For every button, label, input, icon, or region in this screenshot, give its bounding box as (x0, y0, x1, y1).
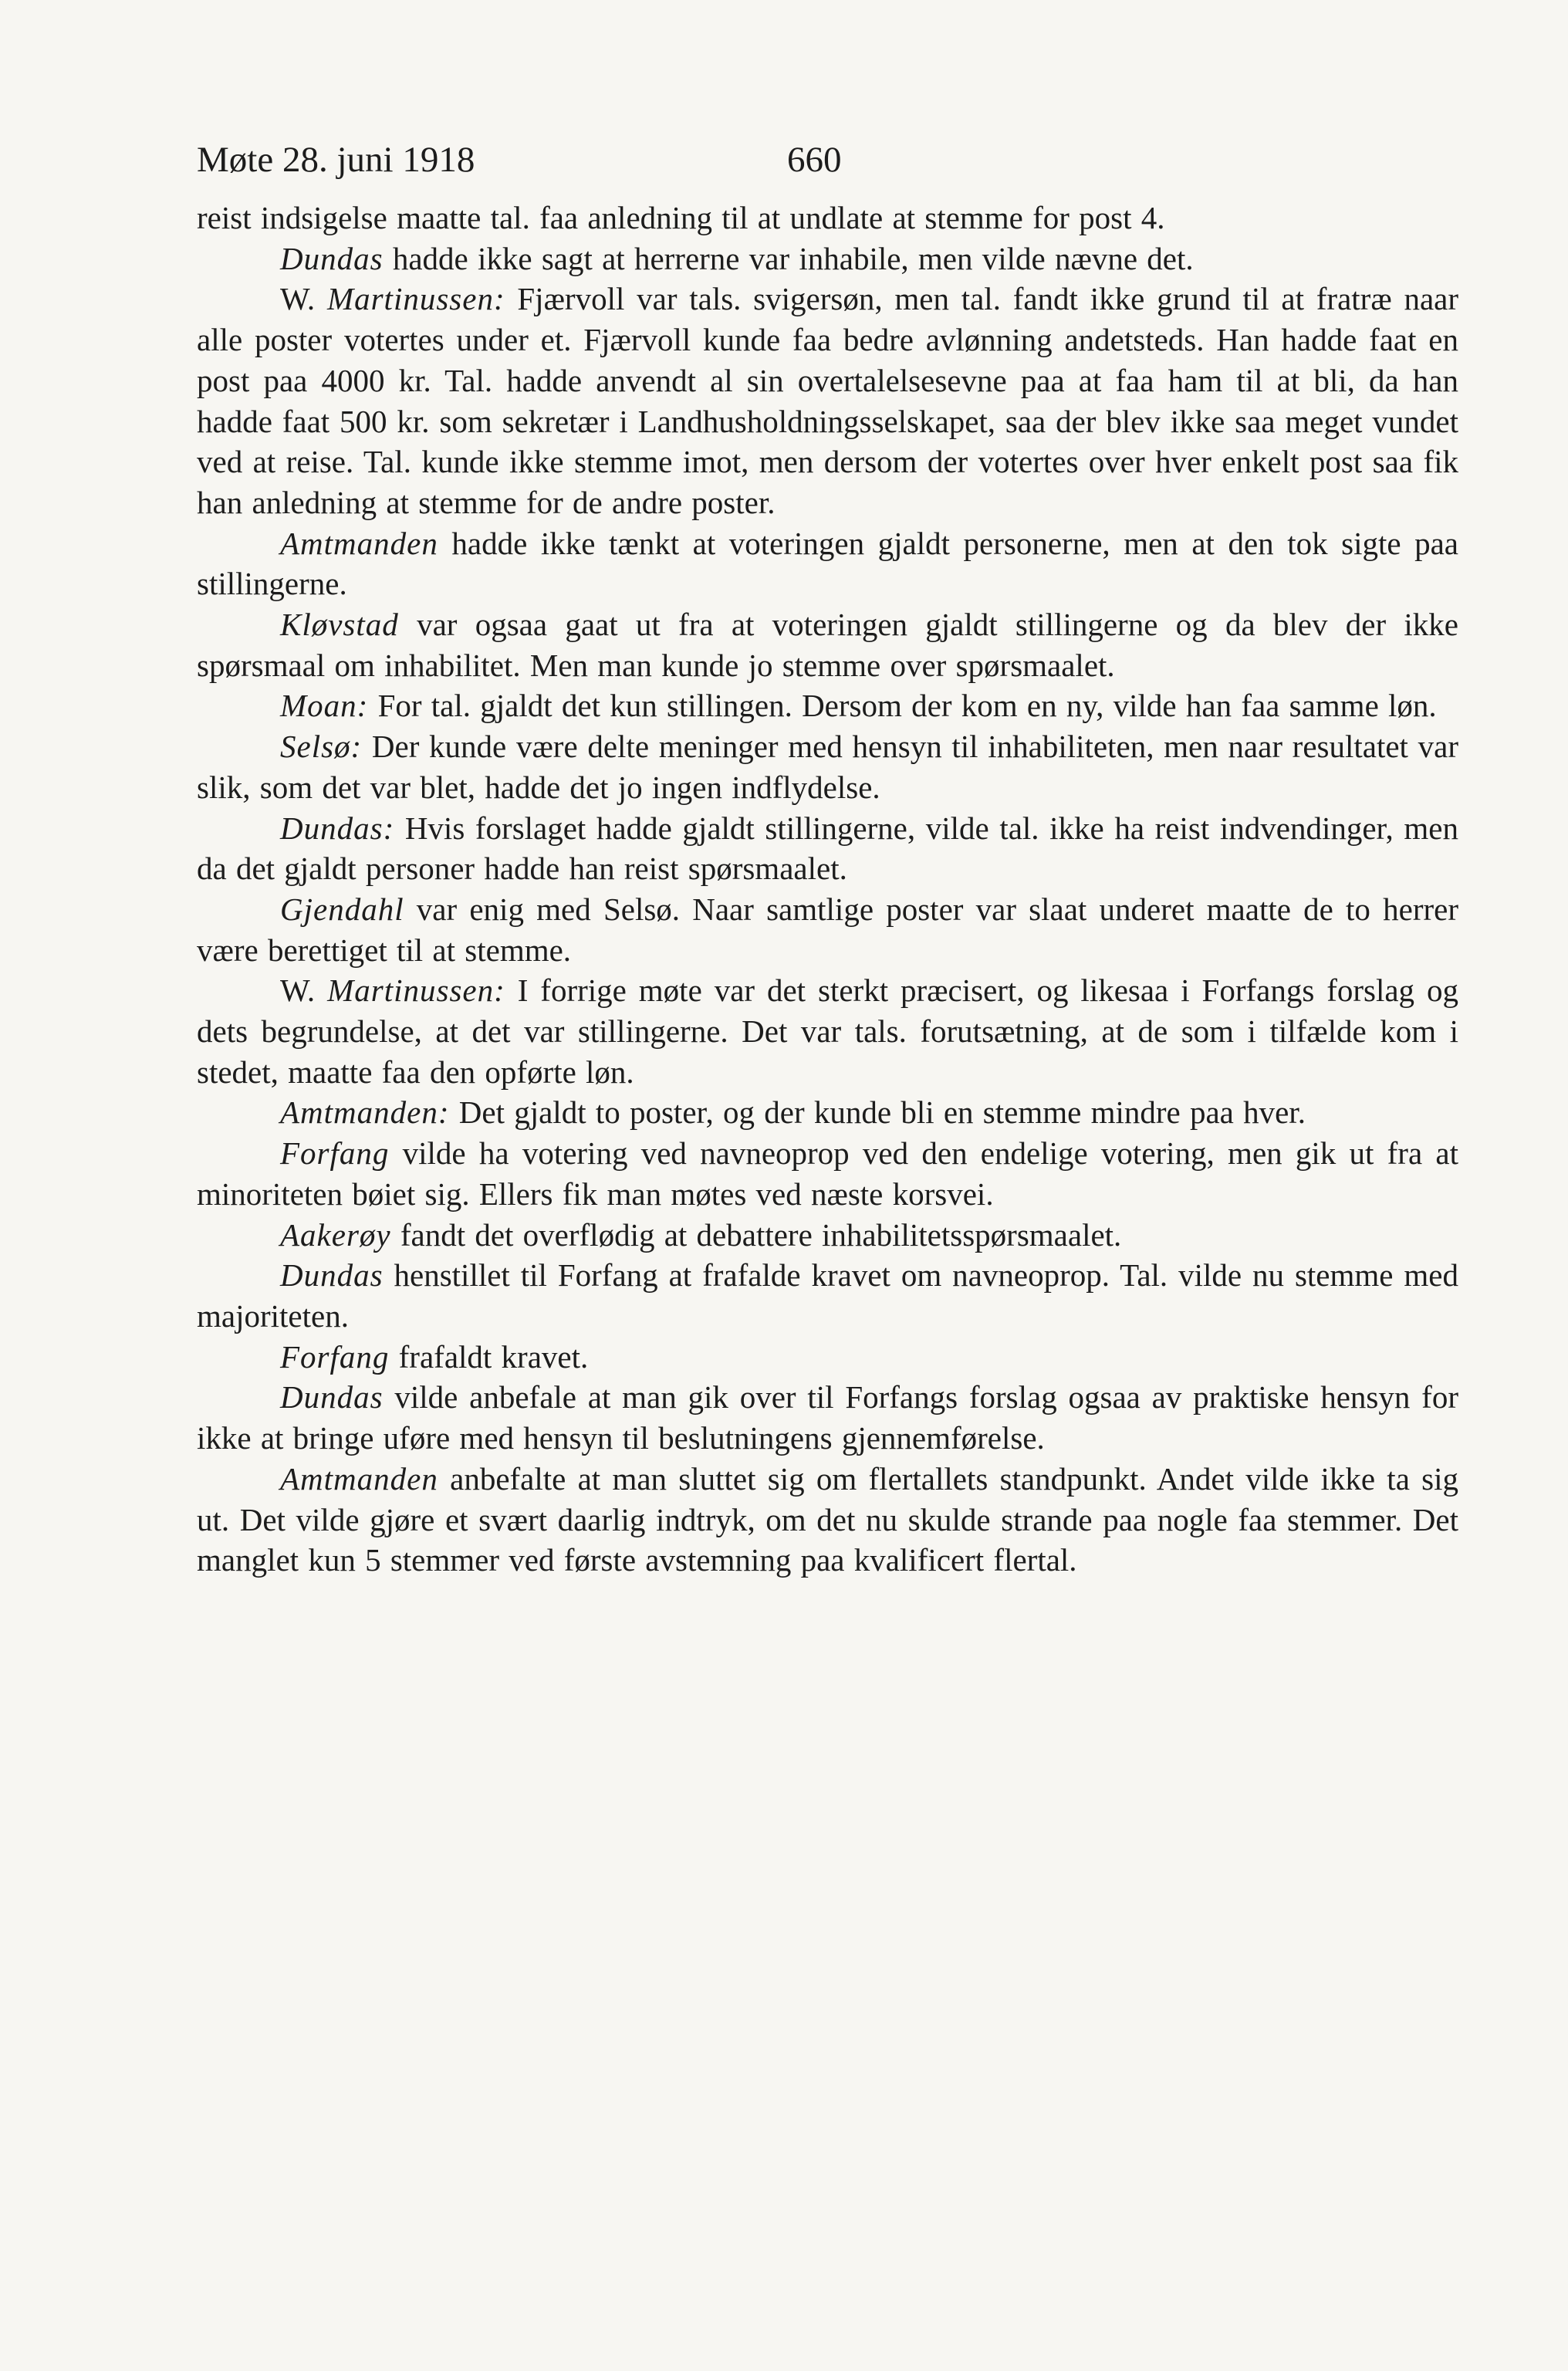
speaker-name: Dundas (280, 1379, 384, 1415)
meeting-date: Møte 28. juni 1918 (197, 140, 475, 180)
paragraph (197, 279, 1458, 523)
speaker-initial: W. (280, 281, 327, 317)
page-number: 660 (787, 140, 842, 180)
speaker-name: Selsø: (280, 729, 363, 765)
paragraph (197, 1377, 1458, 1458)
paragraph-text: Det gjaldt to poster, og der kunde bli en stemme mindre paa hver. (449, 1094, 1306, 1131)
speaker-name: Martinussen: (326, 281, 505, 317)
paragraph-text: reist indsigelse maatte tal. faa anledning til at undlate at stemme for post 4. (197, 200, 1165, 235)
paragraph (197, 198, 1458, 238)
paragraph (197, 238, 1458, 279)
paragraph (197, 1092, 1458, 1133)
minutes-body (197, 198, 1458, 1581)
paragraph (197, 604, 1458, 685)
speaker-name: Aakerøy (280, 1216, 391, 1253)
paragraph-text: For tal. gjaldt det kun stillingen. Dersom der kom en ny, vilde han faa samme løn. (368, 688, 1437, 724)
paragraph (197, 1459, 1458, 1581)
paragraph-text: hadde ikke sagt at herrerne var inhabile, men vilde nævne det. (383, 240, 1194, 276)
paragraph (197, 889, 1458, 970)
paragraph (197, 726, 1458, 807)
paragraph (197, 1337, 1458, 1378)
paragraph (197, 808, 1458, 889)
speaker-name: Forfang (280, 1338, 390, 1375)
paragraph-text: fandt det overflødig at debattere inhabilitetsspørsmaalet. (390, 1216, 1122, 1253)
paragraph (197, 1255, 1458, 1336)
paragraph-text: frafaldt kravet. (389, 1338, 589, 1375)
paragraph-text: var ogsaa gaat ut fra at voteringen gjaldt stillingerne og da blev der ikke spørsmaal om inhabilitet. Men man kunde jo stemme over spørsmaalet. (197, 607, 1458, 683)
paragraph-text: Hvis forslaget hadde gjaldt stillingerne, vilde tal. ikke ha reist indvendinger, men da det gjaldt personer hadde han reist spørsmaalet. (197, 810, 1458, 887)
paragraph-text: vilde ha votering ved navneoprop ved den endelige votering, men gik ut fra at minoriteten bøiet sig. Ellers fik man møtes ved næste korsvei. (197, 1135, 1458, 1212)
paragraph-text: Fjærvoll var tals. svigersøn, men tal. fandt ikke grund til at fratræ naar alle poster votertes under et. Fjærvoll kunde faa bedre avlønning andetsteds. Han hadde faat en post paa 4000 kr. Tal. hadde anvendt al sin overtalelsesevne paa at faa ham til at bli, da han hadde faat 500 kr. som sekretær i Landhusholdningsselskapet, saa der blev ikke saa meget vundet ved at reise. Tal. kunde ikke stemme imot, men dersom der votertes over hver enkelt post saa fik han anledning at stemme for de andre poster. (197, 281, 1458, 520)
paragraph-text: Der kunde være delte meninger med hensyn til inhabiliteten, men naar resultatet var slik, som det var blet, hadde det jo ingen indflydelse. (197, 729, 1458, 805)
speaker-name: Dundas (280, 240, 384, 276)
speaker-name: Moan: (280, 688, 369, 724)
paragraph (197, 523, 1458, 604)
paragraph-text: hadde ikke tænkt at voteringen gjaldt personerne, men at den tok sigte paa stillingerne. (197, 525, 1458, 602)
speaker-name: Forfang (280, 1135, 390, 1172)
speaker-name: Dundas (280, 1257, 384, 1294)
paragraph-text: anbefalte at man sluttet sig om flertallets standpunkt. Andet vilde ikke ta sig ut. Det vilde gjøre et svært daarlig indtryk, om det nu skulde strande paa nogle faa stemmer. Det manglet kun 5 stemmer ved første avstemning paa kvalificert flertal. (197, 1460, 1458, 1578)
paragraph-text: henstillet til Forfang at frafalde kravet om navneoprop. Tal. vilde nu stemme med majoriteten. (197, 1257, 1458, 1334)
speaker-name: Gjendahl (280, 891, 404, 927)
speaker-name: Kløvstad (280, 607, 399, 643)
speaker-name: Amtmanden (280, 1460, 438, 1497)
speaker-initial: W. (280, 972, 328, 1009)
paragraph (197, 685, 1458, 726)
paragraph (197, 970, 1458, 1092)
paragraph-text: I forrige møte var det sterkt præcisert, og likesaa i Forfangs forslag og dets begrundelse, at det var stillingerne. Det var tals. forutsætning, at de som i tilfælde kom i stedet, maatte faa den opførte løn. (197, 972, 1458, 1090)
speaker-name: Amtmanden: (280, 1094, 450, 1131)
paragraph-text: vilde anbefale at man gik over til Forfangs forslag ogsaa av praktiske hensyn for ikke at bringe uføre med hensyn til beslutningens gjennemførelse. (197, 1379, 1458, 1456)
paragraph (197, 1133, 1458, 1214)
speaker-name: Dundas: (280, 810, 395, 846)
speaker-name: Amtmanden (280, 525, 438, 561)
document-page (197, 133, 1458, 1581)
speaker-name: Martinussen: (327, 972, 505, 1009)
paragraph-text: var enig med Selsø. Naar samtlige poster var slaat underet maatte de to herrer være berettiget til at stemme. (197, 891, 1458, 968)
page-header (197, 133, 1458, 187)
paragraph (197, 1215, 1458, 1256)
